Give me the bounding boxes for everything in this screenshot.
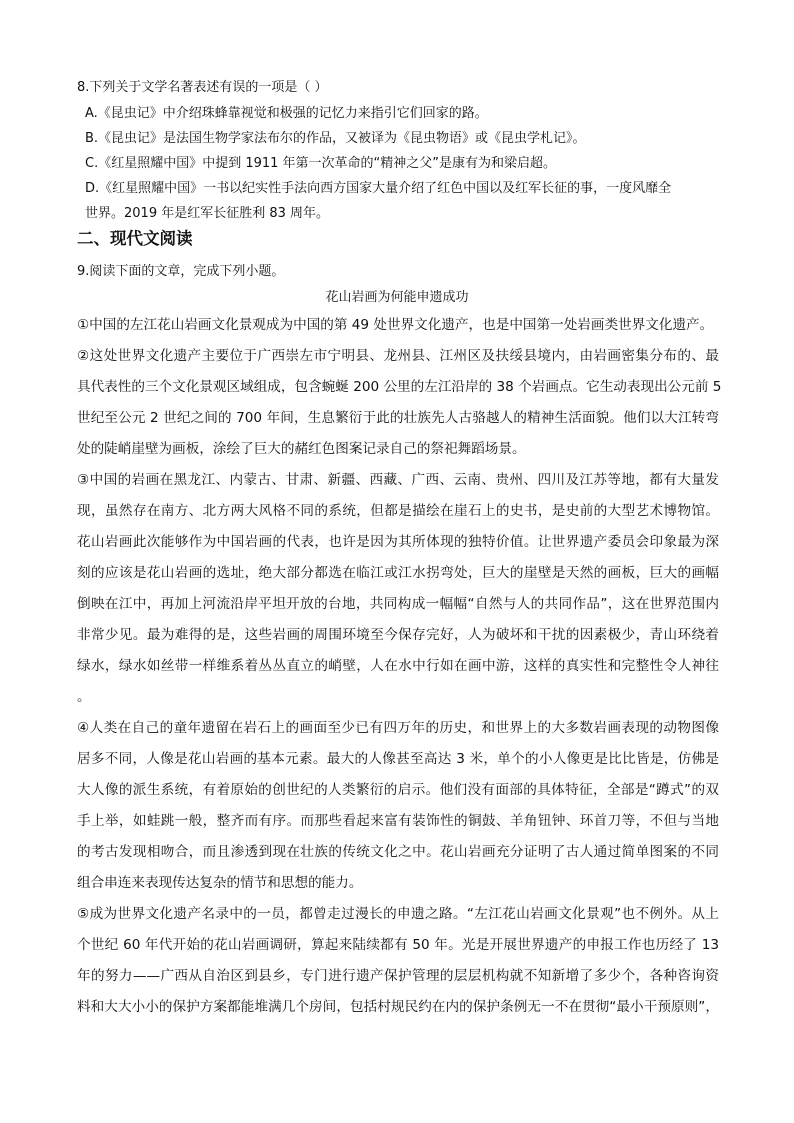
article-line: 年的努力——广西从自治区到县乡，专门进行遗产保护管理的层层机构就不知新增了多少个，各种咨询资 — [77, 968, 719, 984]
article-line: 大人像的派生系统，有着原始的创世纪的人类繁衍的启示。他们没有面部的具体特征，全部是“蹲式”的双 — [77, 782, 719, 798]
question-8-option-d-continued: 世界。2019 年是红军长征胜利 83 周年。 — [85, 206, 330, 221]
article-line: ①中国的左江花山岩画文化景观成为中国的第 49 处世界文化遗产，也是中国第一处岩画类世界文化遗产。 — [77, 317, 714, 333]
question-8-option-a: A.《昆虫记》中介绍珠蜂靠视觉和极强的记忆力来指引它们回家的路。 — [85, 106, 488, 121]
article-line: 手上举，如蛙跳一般，整齐而有序。而那些看起来富有装饰性的铜鼓、羊角钮钟、环首刀等，不但与当地 — [77, 813, 719, 829]
article-line: 处的陡峭崖壁为画板，涂绘了巨大的赭红色图案记录自己的祭祀舞蹈场景。 — [77, 441, 526, 457]
article-line: 组合串连来表现传达复杂的情节和思想的能力。 — [77, 875, 363, 891]
article-line: 料和大大小小的保护方案都能堆满几个房间，包括村规民约在内的保护条例无一不在贯彻“最小干预原则”， — [77, 999, 719, 1015]
article-line: 世纪至公元 2 世纪之间的 700 年间，生息繁衍于此的壮族先人古骆越人的精神生活面貌。他们以大江转弯 — [77, 410, 719, 426]
question-8-option-d: D.《红星照耀中国》一书以纪实性手法向西方国家大量介绍了红色中国以及红军长征的事，一度风靡全 — [85, 181, 672, 196]
article-line: 个世纪 60 年代开始的花山岩画调研，算起来陆续都有 50 年。光是开展世界遗产的申报工作也历经了 13 — [77, 937, 719, 953]
article-line: 倒映在江中，再加上河流沿岸平坦开放的台地，共同构成一幅幅“自然与人的共同作品”，这在世界范围内 — [77, 596, 719, 612]
question-8-option-b: B.《昆虫记》是法国生物学家法布尔的作品，又被译为《昆虫物语》或《昆虫学札记》。 — [85, 131, 586, 146]
article-line: ⑤成为世界文化遗产名录中的一员，都曾走过漫长的申遗之路。“左江花山岩画文化景观”也不例外。从上 — [77, 906, 719, 922]
question-9-prompt: 9.阅读下面的文章，完成下列小题。 — [77, 264, 285, 279]
article-line: 刻的应该是花山岩画的选址，绝大部分都选在临江或江水拐弯处，巨大的崖壁是天然的画板，巨大的画幅 — [77, 565, 719, 581]
section-heading: 二、现代文阅读 — [77, 229, 193, 248]
article-line: 现，虽然存在南方、北方两大风格不同的系统，但都是描绘在崖石上的史书，是史前的大型艺术博物馆。 — [77, 503, 719, 519]
article-line: 绿水，绿水如丝带一样维系着丛丛直立的峭壁，人在水中行如在画中游，这样的真实性和完整性令人神往 — [77, 658, 719, 674]
article-line: ②这处世界文化遗产主要位于广西崇左市宁明县、龙州县、江州区及扶绥县境内，由岩画密集分布的、最 — [77, 348, 719, 364]
article-line: ③中国的岩画在黑龙江、内蒙古、甘肃、新疆、西藏、广西、云南、贵州、四川及江苏等地，都有大量发 — [77, 472, 719, 488]
article-line: 花山岩画此次能够作为中国岩画的代表，也许是因为其所体现的独特价值。让世界遗产委员会印象最为深 — [77, 534, 719, 550]
article-line: 具代表性的三个文化景观区域组成，包含蜿蜒 200 公里的左江沿岸的 38 个岩画点。它生动表现出公元前 5 — [77, 379, 722, 395]
article-line: 居多不同，人像是花山岩画的基本元素。最大的人像甚至高达 3 米，单个的小人像更是比比皆是，仿佛是 — [77, 751, 719, 767]
article-line: 。 — [77, 689, 91, 705]
article-line: 的考古发现相吻合，而且渗透到现在壮族的传统文化之中。花山岩画充分证明了古人通过简单图案的不同 — [77, 844, 719, 860]
article-line: ④人类在自己的童年遗留在岩石上的画面至少已有四万年的历史，和世界上的大多数岩画表现的动物图像 — [77, 720, 719, 736]
question-8-title: 8.下列关于文学名著表述有误的一项是（ ） — [77, 80, 328, 95]
article-title: 花山岩画为何能申遗成功 — [325, 290, 469, 305]
article-line: 非常少见。最为难得的是，这些岩画的周围环境至今保存完好，人为破坏和干扰的因素极少，青山环绕着 — [77, 627, 719, 643]
question-8-option-c: C.《红星照耀中国》中提到 1911 年第一次革命的“精神之父”是康有为和梁启超。 — [85, 156, 557, 171]
